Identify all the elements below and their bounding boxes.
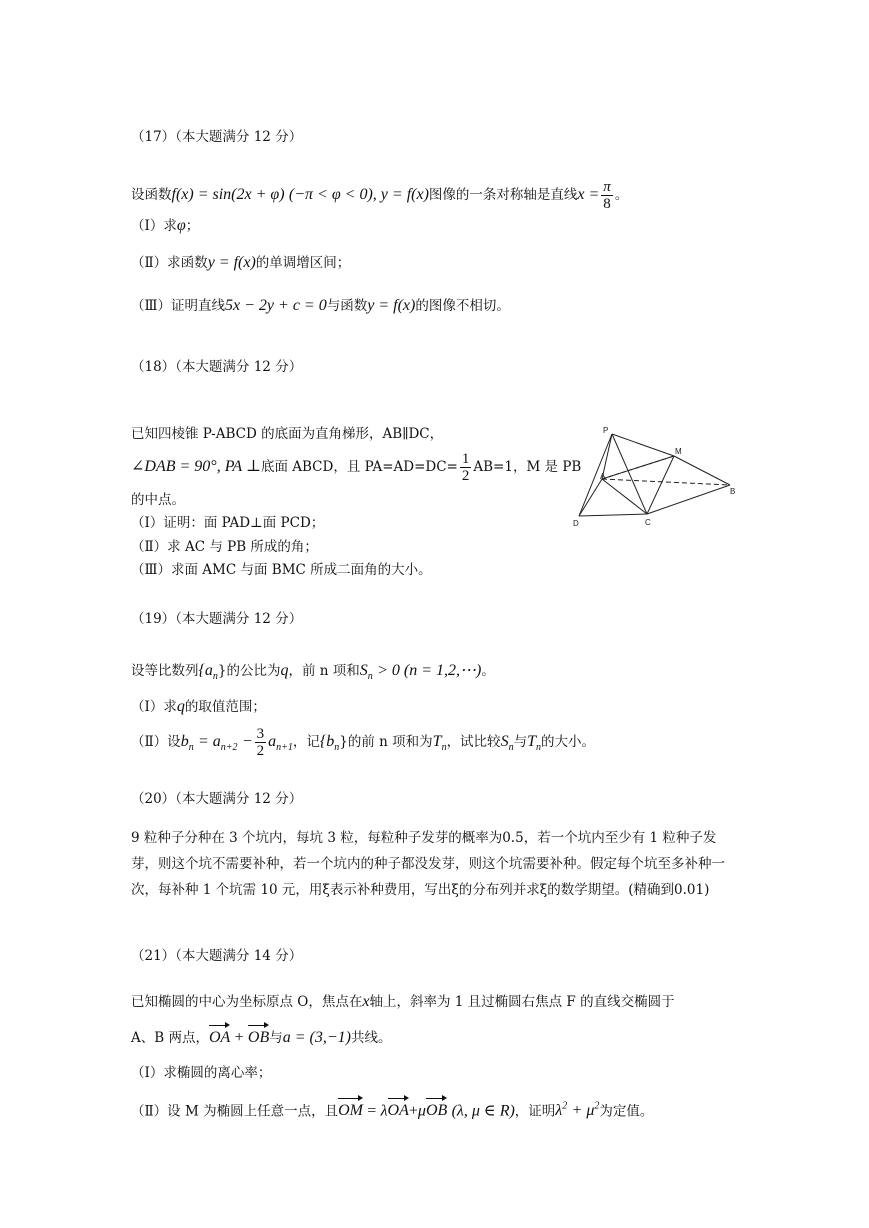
- q19-p2-label: （Ⅱ）设: [131, 734, 181, 750]
- q17-p3-end: 的图像不相切。: [415, 298, 510, 314]
- q19-line1: [131, 661, 495, 687]
- q19-p2-d: ，试比较: [446, 734, 501, 750]
- q19-Tn-text: T: [432, 733, 442, 750]
- q17-frac-num: π: [603, 179, 611, 195]
- q19-Sn: $S_n$: [359, 662, 373, 683]
- q17-cond: (−π < φ < 0), y = f(x): [288, 186, 429, 203]
- q19-p2-f: 的大小。: [540, 734, 595, 750]
- q21-vec-OB: OB: [247, 1029, 270, 1046]
- q19-q: q: [280, 662, 289, 679]
- q19-p1-q: q: [176, 698, 185, 715]
- q21-l1-a: 已知椭圆的中心为坐标原点 O，焦点在: [131, 994, 363, 1010]
- q19-p2-b: ，记: [292, 734, 320, 750]
- edge-DA: [579, 479, 602, 516]
- q18-frac-den: 2: [461, 468, 470, 484]
- q21-vec-OM: OM: [338, 1102, 363, 1120]
- q19-seq-b-text: {b: [319, 733, 335, 750]
- q17-header: （17）（本大题满分 12 分）: [131, 129, 303, 145]
- q21-l2-c: 共线。: [351, 1030, 392, 1046]
- q18-part1: （Ⅰ）证明：面 PAD⊥面 PCD；: [131, 515, 325, 531]
- q19-Tn2: $T_n$: [527, 733, 541, 754]
- q19-bn-text: b: [180, 733, 189, 750]
- q21-vec-OB2: OB: [425, 1102, 448, 1120]
- q21-line1: [131, 992, 675, 1012]
- q21-mu-sq: + $\mu^2$: [571, 1101, 600, 1120]
- q21-l2-b: 与: [269, 1030, 283, 1046]
- q19-seq-a: {$a_n$: [198, 662, 218, 683]
- q17-part2: [131, 253, 350, 273]
- q19-p2-e: 与: [513, 734, 528, 750]
- q19-Sn2: $S_n$: [500, 733, 514, 754]
- q18-header: （18）（本大题满分 12 分）: [131, 359, 303, 375]
- q18-part2: （Ⅱ）求 AC 与 PB 所成的角；: [131, 539, 318, 555]
- edge-PD: [579, 434, 612, 516]
- label-P: P: [603, 426, 609, 435]
- q21-p2-b: ，证明: [514, 1103, 556, 1120]
- q19-p1-end: 的取值范围；: [184, 699, 266, 715]
- q17-f-def: f(x) = sin(2x + φ): [171, 186, 285, 203]
- q17-statement: [131, 178, 628, 212]
- q19-an2: = $a_{n+2}$: [197, 733, 238, 754]
- q17-x-eq: x =: [577, 186, 600, 203]
- q18-line2-b: AB=1，M 是 PB: [473, 459, 582, 475]
- q19-an1: $a_{n+1}$: [268, 733, 293, 754]
- q19-l1-b: }的公比为: [217, 663, 281, 679]
- q18-line2-a: 底面 ABCD，且 PA=AD=DC=: [260, 459, 458, 475]
- label-M: M: [675, 447, 682, 456]
- q19-seq-b: {$b_n$: [319, 733, 340, 754]
- q17-intro-b: 图像的一条对称轴是直线: [428, 187, 578, 203]
- q19-p2-c: }的前 n 项和为: [339, 734, 433, 750]
- q20-body: 9 粒种子分种在 3 个坑内，每坑 3 粒，每粒种子发芽的概率为0.5，若一个坑内至少有 1 粒种子发芽，则这个坑不需要补种，若一个坑内的种子都没发芽，则这个坑需要补种。假定每个坑至多补种一次，每补种 1 个坑需 10 元，用ξ表示补种费用，写出ξ的分布列并求ξ的数学期望。(精确到0.01): [131, 830, 725, 898]
- q21-plus: +: [234, 1029, 244, 1046]
- q19-frac-den: 2: [256, 743, 265, 759]
- q21-header: （21）（本大题满分 14 分）: [131, 948, 303, 964]
- q19-header: （19）（本大题满分 12 分）: [131, 611, 303, 627]
- edge-DC: [579, 514, 647, 516]
- q18-fraction: [460, 451, 472, 484]
- q19-frac-num: 3: [256, 726, 265, 742]
- label-B: B: [730, 487, 736, 496]
- q21-vec-OA: OA: [208, 1029, 231, 1046]
- edge-PM: [612, 434, 674, 456]
- q21-p2-a: （Ⅱ）设 M 为椭圆上任意一点，且: [131, 1103, 339, 1120]
- q17-p3-func: y = f(x): [367, 297, 416, 314]
- q19-an2-text: = a: [197, 733, 221, 750]
- edge-MC: [647, 456, 674, 514]
- q17-part3: [131, 296, 510, 316]
- q21-eq: =: [367, 1102, 377, 1120]
- q18-line2: [131, 450, 581, 484]
- q18-angle-math: ∠DAB = 90°, PA ⊥: [131, 458, 261, 475]
- q21-lambda: λ: [380, 1102, 388, 1120]
- q18-line3: 的中点。: [131, 492, 185, 508]
- q17-p3-line-eq: 5x − 2y + c = 0: [225, 297, 327, 314]
- q19-Tn: $T_n$: [432, 733, 447, 754]
- q19-bn: $b_n$: [180, 733, 194, 754]
- q21-lambda-sq: $\lambda^2$: [555, 1101, 568, 1120]
- q17-p1-label: （Ⅰ）求: [131, 218, 177, 234]
- q19-seq-a-text: {a: [198, 662, 213, 679]
- q18-frac-num: 1: [461, 451, 470, 467]
- edge-CB: [647, 485, 730, 514]
- q17-intro-end: 。: [614, 187, 629, 203]
- q19-minus: −: [241, 733, 253, 750]
- edge-MB: [674, 456, 730, 485]
- q19-p1-label: （Ⅰ）求: [131, 699, 177, 715]
- q21-vec-a: a = (3,−1): [282, 1029, 351, 1046]
- q21-p2-c: 为定值。: [599, 1103, 654, 1120]
- q21-vec-OA2: OA: [387, 1102, 409, 1120]
- q17-fraction: [601, 179, 613, 212]
- label-C: C: [645, 518, 651, 527]
- pyramid-diagram: [567, 424, 747, 534]
- q17-p2-math: y = f(x): [207, 254, 256, 271]
- q17-part1: [131, 216, 199, 236]
- q19-l1-a: 设等比数列: [131, 663, 199, 679]
- q21-part1: （Ⅰ）求椭圆的离心率；: [131, 1065, 272, 1081]
- q17-p2-label: （Ⅱ）求函数: [131, 255, 208, 271]
- edge-AB-hidden: [602, 479, 730, 485]
- label-D: D: [573, 519, 579, 528]
- q17-intro-a: 设函数: [131, 187, 172, 203]
- q21-l1-b: 轴上，斜率为 1 且过椭圆右焦点 F 的直线交椭圆于: [369, 994, 675, 1010]
- q17-p3-label: （Ⅲ）证明直线: [131, 298, 226, 314]
- q20-header: （20）（本大题满分 12 分）: [131, 791, 303, 807]
- q21-line2: [131, 1028, 392, 1048]
- q17-p1-phi: φ: [176, 217, 186, 234]
- q17-p3-mid: 与函数: [326, 298, 368, 314]
- q19-Sn-text: S: [359, 662, 368, 679]
- q19-part2: [131, 725, 595, 765]
- q21-l2-a: A、B 两点，: [131, 1030, 209, 1046]
- q17-p1-end: ；: [185, 218, 200, 234]
- label-A: A: [600, 472, 606, 481]
- q18-line1: 已知四棱锥 P-ABCD 的底面为直角梯形，AB∥DC，: [131, 426, 444, 442]
- q21-lambda-sq-text: λ: [555, 1102, 563, 1120]
- q21-mu-sq-text: + μ: [571, 1102, 595, 1120]
- q19-fraction: [255, 726, 267, 759]
- q18-part3: （Ⅲ）求面 AMC 与面 BMC 所成二面角的大小。: [131, 562, 432, 578]
- edge-AC: [602, 479, 647, 514]
- q19-l1-end: 。: [481, 663, 495, 679]
- q19-cond: > 0 (n = 1,2,⋯): [377, 662, 482, 679]
- q17-frac-den: 8: [603, 196, 611, 212]
- q21-x: x: [362, 993, 370, 1010]
- q19-part1: [131, 697, 266, 717]
- q19-l1-c: ，前 n 项和: [288, 663, 360, 679]
- q21-plus2: +: [408, 1102, 418, 1120]
- q21-mu: μ: [417, 1102, 426, 1120]
- q17-p2-end: 的单调增区间；: [255, 255, 351, 271]
- q19-Tn2-text: T: [527, 733, 536, 750]
- q19-an1-text: a: [268, 733, 277, 750]
- q21-cond: (λ, μ ∈ R): [451, 1102, 515, 1120]
- q21-part2: [131, 1097, 653, 1121]
- q19-Sn2-text: S: [500, 733, 509, 750]
